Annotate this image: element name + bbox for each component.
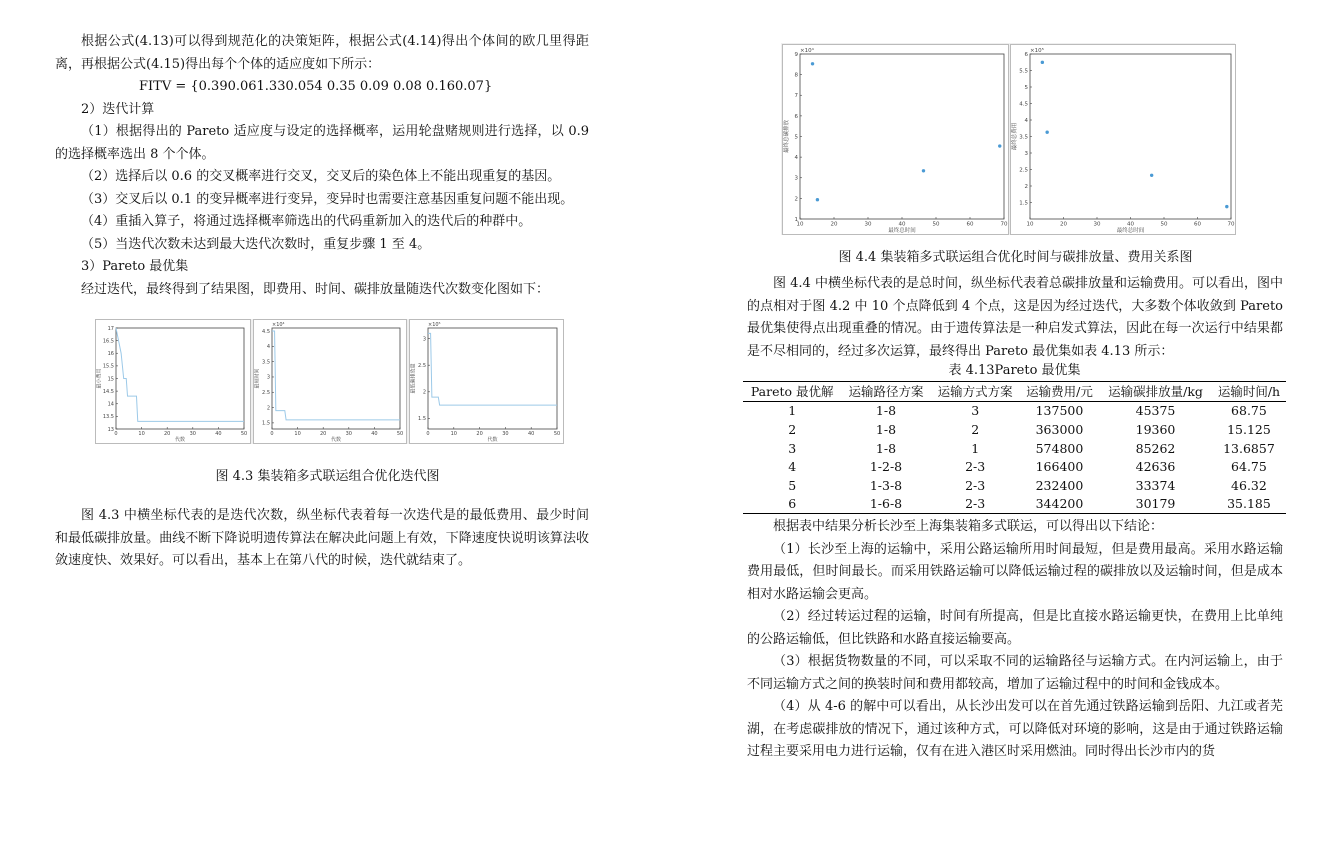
y-tick-label: 5 <box>1024 84 1028 91</box>
y-exponent-label: ×10⁵ <box>1030 48 1044 54</box>
y-tick-label: 3 <box>1024 150 1028 157</box>
plot-area <box>272 328 400 429</box>
x-axis-label: 代数 <box>174 437 186 443</box>
table-cell: 2-3 <box>965 477 986 493</box>
x-tick-label: 20 <box>476 431 483 437</box>
y-tick-label: 2 <box>1024 183 1028 190</box>
table-cell: 42636 <box>1135 459 1176 475</box>
y-tick-label: 2 <box>794 196 798 203</box>
step-2: （2）选择后以 0.6 的交叉概率进行交叉，交叉后的染色体上不能出现重复的基因。 <box>81 169 561 184</box>
table-header-cell: 运输碳排放量/kg <box>1099 382 1212 402</box>
table-cell: 2-3 <box>931 495 1020 514</box>
y-exponent-label: ×10⁵ <box>428 322 441 328</box>
plot-area <box>1030 54 1231 219</box>
data-point <box>922 169 925 172</box>
data-point <box>816 198 819 201</box>
table-cell: 344200 <box>1020 495 1099 514</box>
x-tick-label: 20 <box>830 221 838 228</box>
table-cell: 30179 <box>1099 495 1212 514</box>
y-tick-label: 8 <box>794 72 798 79</box>
table-header-cell: 运输费用/元 <box>1020 382 1099 402</box>
table-cell: 574800 <box>1035 440 1084 456</box>
x-tick-label: 10 <box>138 431 145 437</box>
chart-min-time <box>254 320 406 443</box>
pareto-table <box>743 381 1286 514</box>
chart-time-carbon <box>783 45 1008 234</box>
table-cell: 15.125 <box>1227 421 1271 437</box>
table-row <box>743 457 1286 476</box>
table-cell: 5 <box>788 477 797 493</box>
plot-area <box>428 328 557 429</box>
figure-4-4 <box>781 43 1235 235</box>
table-cell: 64.75 <box>1231 459 1267 475</box>
table-cell: 85262 <box>1135 440 1176 456</box>
x-tick-label: 10 <box>294 431 301 437</box>
x-tick-label: 0 <box>426 431 430 437</box>
x-tick-label: 70 <box>1000 221 1008 228</box>
table-header-cell: 运输路径方案 <box>841 382 930 402</box>
table-cell: 1-3-8 <box>869 477 903 493</box>
fitv-values: FITV = {0.390.061.330.054 0.35 0.09 0.08 0.160.07} <box>139 79 493 94</box>
y-tick-label: 16 <box>107 351 114 357</box>
y-tick-label: 4.5 <box>262 328 270 335</box>
x-tick-label: 70 <box>1227 221 1235 228</box>
x-tick-label: 50 <box>553 431 561 437</box>
x-tick-label: 10 <box>796 221 804 228</box>
table-cell: 68.75 <box>1231 403 1267 419</box>
table-cell: 46.32 <box>1231 477 1267 493</box>
table-row <box>743 495 1286 514</box>
conclusion-1: （1）长沙至上海的运输中，采用公路运输所用时间最短，但是费用最高。采用水路运输费用最低，但时间最长。而采用铁路运输可以降低运输过程的碳排放以及运输时间，但是成本相对水路运输会更高。 <box>747 541 1283 602</box>
paragraph-fig44-explain: 图 4.4 中横坐标代表的是总时间，纵坐标代表着总碳排放量和运输费用。可以看出，图中的点相对于图 4.2 中 10 个点降低到 4 个点，这是因为经过迭代，大多数个体收敛到 Pareto 最优集使得点出现重叠的情况。由于遗传算法是一种启发式算法，因此在每一次运行中结果都是不尽相同的，经过多次运算，最终得出 Pareto 最优集如表 4.13 所示： <box>747 276 1283 359</box>
paragraph-formula-intro: 根据公式(4.13)可以得到规范化的决策矩阵，根据公式(4.14)得出个体间的欧几里得距离，再根据公式(4.15)得出每个个体的适应度如下所示： <box>55 34 589 72</box>
y-tick-label: 14 <box>107 401 114 408</box>
table-cell: 3 <box>788 440 797 456</box>
x-tick-label: 40 <box>528 431 535 437</box>
y-axis-label: 最小费用 <box>96 368 103 389</box>
y-tick-label: 4 <box>794 155 798 162</box>
table-row <box>743 401 1286 420</box>
x-tick-label: 50 <box>1160 221 1168 228</box>
y-tick-label: 2 <box>266 405 270 412</box>
step-3: （3）交叉后以 0.1 的变异概率进行变异，变异时也需要注意基因重复问题不能出现。 <box>81 191 574 207</box>
x-axis-label: 最终总时间 <box>1116 228 1145 234</box>
table-cell: 2-3 <box>965 459 986 475</box>
heading-pareto: 3）Pareto 最优集 <box>81 259 189 274</box>
x-tick-label: 30 <box>189 431 196 437</box>
data-point <box>1225 205 1228 208</box>
table-cell: 2 <box>788 421 797 437</box>
y-tick-label: 1.5 <box>262 420 270 427</box>
table-cell: 1-6-8 <box>841 495 930 514</box>
x-axis-label: 最终总时间 <box>888 228 916 234</box>
y-tick-label: 15 <box>107 376 114 383</box>
y-tick-label: 2.5 <box>1019 167 1028 174</box>
data-point <box>1150 174 1153 177</box>
x-tick-label: 0 <box>114 431 118 437</box>
table-cell: 35.185 <box>1212 495 1286 514</box>
data-point <box>998 144 1001 147</box>
table-cell: 166400 <box>1035 459 1084 475</box>
x-tick-label: 60 <box>1194 221 1201 228</box>
figure-4-3-caption: 图 4.3 集装箱多式联运组合优化迭代图 <box>215 469 440 484</box>
x-tick-label: 60 <box>966 221 974 228</box>
x-axis-label: 代数 <box>487 437 498 443</box>
table-cell: 19360 <box>1135 421 1176 437</box>
x-tick-label: 20 <box>1060 221 1067 228</box>
y-axis-label: 最终总碳排放 <box>783 119 790 154</box>
plot-area <box>800 54 1004 219</box>
x-tick-label: 20 <box>164 431 171 437</box>
y-tick-label: 3 <box>266 374 270 381</box>
table-cell: 1 <box>971 440 980 456</box>
x-tick-label: 30 <box>502 431 509 437</box>
y-tick-label: 1 <box>794 216 798 223</box>
conclusion-3: （3）根据货物数量的不同，可以采取不同的运输路径与运输方式。在内河运输上，由于不同运输方式之间的换装时间和费用都较高，增加了运输过程中的时间和金钱成本。 <box>747 654 1283 692</box>
x-tick-label: 40 <box>898 221 906 228</box>
y-tick-label: 2.5 <box>262 390 270 397</box>
table-cell: 13.6857 <box>1223 440 1275 456</box>
data-point <box>1045 131 1048 134</box>
paragraph-result-intro: 经过迭代，最终得到了结果图，即费用、时间、碳排放量随迭代次数变化图如下： <box>81 281 550 297</box>
table-cell: 45375 <box>1135 403 1176 419</box>
table-header-row <box>743 382 1286 402</box>
step-4: （4）重插入算子，将通过选择概率筛选出的代码重新加入的迭代后的种群中。 <box>81 214 532 229</box>
data-point <box>1041 61 1044 64</box>
y-tick-label: 7 <box>794 93 798 100</box>
table-header-cell: 运输时间/h <box>1212 382 1286 402</box>
table-title: 表 4.13Pareto 最优集 <box>948 363 1081 378</box>
table-cell: 232400 <box>1035 477 1084 493</box>
y-tick-label: 13 <box>107 426 114 433</box>
y-tick-label: 2 <box>422 389 426 396</box>
table-cell: 1-8 <box>875 421 897 437</box>
chart-min-cost <box>96 320 250 443</box>
paragraph-fig43-explain: 图 4.3 中横坐标代表的是迭代次数，纵坐标代表着每一次迭代是的最低费用、最少时间和最低碳排放量。曲线不断下降说明遗传算法在解决此问题上有效，下降速度快说明该算法收敛速度快、效果好。可以看出，基本上在第八代的时候，迭代就结束了。 <box>55 508 589 568</box>
x-tick-label: 30 <box>345 431 352 437</box>
table-header-cell: 运输方式方案 <box>931 382 1020 402</box>
y-tick-label: 5.5 <box>1019 68 1028 75</box>
y-axis-label: 最终总费用 <box>1011 122 1018 151</box>
table-row <box>743 439 1286 458</box>
y-tick-label: 14.5 <box>102 388 114 395</box>
y-tick-label: 9 <box>794 51 798 58</box>
table-header-cell: Pareto 最优解 <box>743 382 841 402</box>
x-tick-label: 30 <box>864 221 872 228</box>
table-row <box>743 420 1286 439</box>
y-tick-label: 3.5 <box>1019 134 1028 141</box>
y-tick-label: 2.5 <box>418 362 426 369</box>
step-5: （5）当迭代次数未达到最大迭代次数时，重复步骤 1 至 4。 <box>81 236 431 252</box>
x-tick-label: 40 <box>371 431 378 437</box>
table-cell: 33374 <box>1135 477 1176 493</box>
x-axis-label: 代数 <box>330 437 342 443</box>
y-tick-label: 1.5 <box>1019 200 1028 207</box>
table-cell: 363000 <box>1035 421 1084 437</box>
figure-4-4-caption: 图 4.4 集装箱多式联运组合优化时间与碳排放量、费用关系图 <box>838 250 1193 265</box>
plot-area <box>116 328 244 429</box>
table-cell: 2 <box>971 421 980 437</box>
y-tick-label: 16.5 <box>102 338 114 345</box>
y-tick-label: 15.5 <box>102 363 114 370</box>
heading-iteration: 2）迭代计算 <box>81 101 155 117</box>
table-cell: 137500 <box>1035 403 1084 419</box>
y-tick-label: 13.5 <box>102 414 114 421</box>
x-tick-label: 30 <box>1093 221 1101 228</box>
table-cell: 1-8 <box>875 440 897 456</box>
x-tick-label: 50 <box>240 431 248 437</box>
x-tick-label: 0 <box>270 431 274 437</box>
table-cell: 1-2-8 <box>869 459 903 475</box>
conclusion-2: （2）经过转运过程的运输，时间有所提高，但是比直接水路运输更快，在费用上比单纯的公路运输低，但比铁路和水路直接运输要高。 <box>747 609 1283 647</box>
chart-time-cost <box>1011 45 1235 234</box>
y-tick-label: 4 <box>266 344 270 351</box>
table-row <box>743 476 1286 495</box>
paragraph-conclusion-intro: 根据表中结果分析长沙至上海集装箱多式联运，可以得出以下结论： <box>773 519 1164 534</box>
step-1: （1）根据得出的 Pareto 适应度与设定的选择概率，运用轮盘赌规则进行选择，以 0.9 的选择概率选出 8 个个体。 <box>55 124 589 162</box>
x-tick-label: 50 <box>396 431 404 437</box>
x-tick-label: 10 <box>450 431 457 437</box>
table-cell: 1 <box>788 403 797 419</box>
figure-4-3 <box>95 319 563 444</box>
y-tick-label: 4 <box>1024 117 1028 124</box>
y-tick-label: 6 <box>1024 51 1028 58</box>
table-cell: 1-8 <box>875 403 897 419</box>
y-axis-label: 最短时间 <box>254 368 261 389</box>
table-cell: 6 <box>743 495 841 514</box>
y-tick-label: 3.5 <box>262 359 270 366</box>
chart-min-carbon <box>410 320 563 443</box>
x-tick-label: 10 <box>1026 221 1034 228</box>
y-tick-label: 5 <box>794 134 798 141</box>
y-tick-label: 6 <box>794 113 798 120</box>
y-exponent-label: ×10⁴ <box>272 322 285 328</box>
table-cell: 4 <box>788 459 797 475</box>
y-tick-label: 4.5 <box>1019 101 1028 108</box>
x-tick-label: 50 <box>932 221 940 228</box>
y-axis-label: 最低碳排放量 <box>410 363 417 394</box>
x-tick-label: 40 <box>215 431 222 437</box>
y-tick-label: 3 <box>794 175 798 182</box>
data-point <box>811 62 814 65</box>
y-tick-label: 3 <box>422 336 426 343</box>
table-cell: 3 <box>971 403 980 419</box>
y-tick-label: 17 <box>107 325 114 332</box>
y-exponent-label: ×10⁴ <box>800 48 814 54</box>
x-tick-label: 20 <box>320 431 327 437</box>
y-tick-label: 1.5 <box>418 416 426 423</box>
conclusion-4: （4）从 4-6 的解中可以看出，从长沙出发可以在首先通过铁路运输到岳阳、九江或者芜湖，在考虑碳排放的情况下，通过该种方式，可以降低对环境的影响，这是由于通过铁路运输过程主要采用电力进行运输，仅有在进入港区时采用燃油。同时得出长沙市内的货 <box>747 699 1283 759</box>
x-tick-label: 40 <box>1127 221 1134 228</box>
